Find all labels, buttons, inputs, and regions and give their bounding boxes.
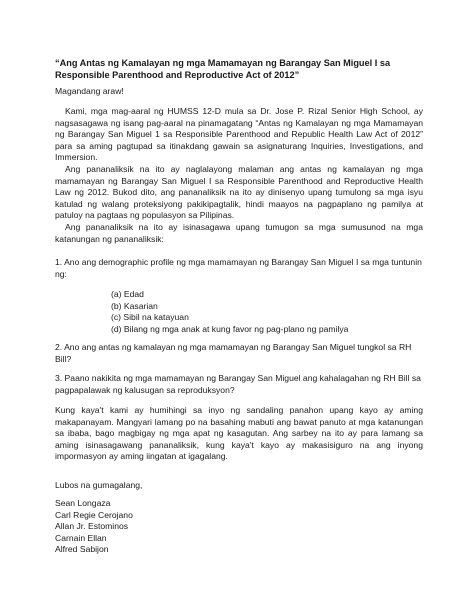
paragraph-introduction: Kami, mga mag-aaral ng HUMSS 12-D mula sa Dr. Jose P. Rizal Senior High School, ay nagsasagawa ng isang pag-aaral na pinamagatang “Antas ng Kamalayan ng mga Mamamayan ng Barangay San Miguel 1 sa Responsible Parenthood and Republic Health Law Act of 2012” para sa aming pagtupad sa itinakdang gawain sa asignaturang Inquiries, Investigations, and Immersion. — [55, 106, 423, 163]
demographic-sub-list — [111, 289, 348, 335]
paragraph-purpose: Ang pananaliksik na ito ay naglalayong malaman ang antas ng kamalayan ng mga mamamayan ng Barangay San Miguel I sa Responsible Parenthood and Reproductive Health Law ng 2012. Bukod dito, ang pananaliksik na ito ay dinisenyo upang tumulong sa mga isyu katulad ng walang proteksiyong pakikipagtalik, hindi maayos na pagpaplano ng pamilya at patuloy na pagtaas ng populasyon sa Pilipinas. — [55, 164, 423, 221]
closing-line: Lubos na gumagalang, — [55, 480, 143, 490]
signatory-name: Sean Longaza — [55, 498, 111, 508]
sub-item-age: (a) Edad — [111, 289, 144, 299]
research-question-1: 1. Ano ang demographic profile ng mga mamamayan ng Barangay San Miguel I sa mga tuntunin ng: — [55, 257, 422, 279]
sub-item-sex: (b) Kasarian — [111, 300, 158, 311]
paragraph-research-questions-intro: Ang pananaliksik na ito ay isinasagawa upang tumugon sa mga sumusunod na mga katanungan ng pananaliksik: — [55, 222, 423, 244]
research-question-3: 3. Paano nakikita ng mga mamamayan ng Barangay San Miguel ang kahalagahan ng RH Bill sa pagpapalawak ng kalusugan sa reproduksyon? — [55, 373, 421, 395]
greeting: Magandang araw! — [55, 86, 124, 96]
signatory-name: Allan Jr. Estominos — [55, 521, 129, 532]
document-title: “Ang Antas ng Kamalayan ng mga Mamamayan ng Barangay San Miguel I sa Responsible Parenthood and Reproductive Act of 2012” — [55, 58, 391, 80]
sub-item-civil-status: (c) Sibil na katayuan — [111, 312, 189, 323]
signatories-list — [55, 498, 133, 556]
signatory-name: Alfred Sabijon — [55, 544, 109, 555]
research-question-2: 2. Ano ang antas ng kamalayan ng mga mamamayan ng Barangay San Miguel tungkol sa RH Bill? — [55, 342, 412, 364]
signatory-name: Carnain Ellan — [55, 532, 107, 543]
sub-item-children-family-planning: (d) Bilang ng mga anak at kung favor ng pag-plano ng pamilya — [111, 323, 349, 334]
paragraph-request: Kung kaya't kami ay humihingi sa inyo ng sandaling panahon upang kayo ay aming makapanayam. Mangyari lamang po na basahing mabuti ang bawat panuto at mga katanungan sa ibaba, bago magbigay ng mga apat ng kasagutan. Ang sarbey na ito ay para lamang sa aming isinasagawang pananaliksik, kung kaya't kayo ay makasisiguro na ang inyong impormasyon ay aming iingatan at igagalang. — [55, 405, 423, 462]
signatory-name: Carl Regie Cerojano — [55, 509, 133, 520]
